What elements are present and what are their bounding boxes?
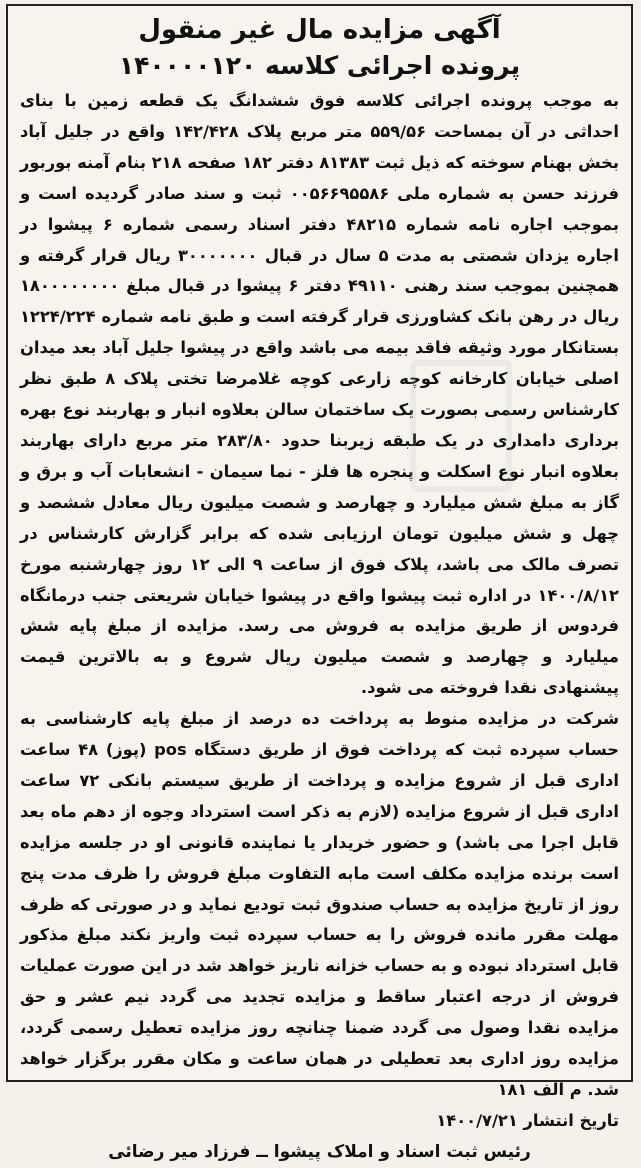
- case-number: پرونده اجرائی کلاسه ۱۴۰۰۰۰۱۲۰: [118, 51, 521, 80]
- notice-clipping: [6, 4, 633, 1162]
- notice-body-paragraph-1: به موجب پرونده اجرائی کلاسه فوق ششدانگ یک قطعه زمین با بنای احداثی در آن بمساحت ۵۵۹/۵۶ متر مربع پلاک ۱۴۲/۴۲۸ واقع در جلیل آباد بخش بهنام سوخته که ذیل ثبت ۸۱۳۸۳ دفتر ۱۸۲ صفحه ۲۱۸ بنام آمنه بوربور فرزند حسن به شماره ملی ۰۰۵۶۶۹۵۵۸۶ ثبت و سند صادر گردیده است و بموجب اجاره نامه شماره ۴۸۲۱۵ دفتر اسناد رسمی شماره ۶ پیشوا در اجاره یزدان شصتی به مدت ۵ سال در قبال ۳۰۰۰۰۰۰۰ ریال قرار گرفته و همچنین بموجب سند رهنی ۴۹۱۱۰ دفتر ۶ پیشوا در قبال مبلغ ۱۸۰۰۰۰۰۰۰۰ ریال در رهن بانک کشاورزی قرار گرفته است و طبق نامه شماره ۱۲۲۴/۲۲۴ بستانکار مورد وثیقه فاقد بیمه می باشد واقع در پیشوا جلیل آباد بعد میدان اصلی خیابان کارخانه کوچه زارعی کوچه غلامرضا تختی پلاک ۸ طبق نظر کارشناس رسمی بصورت یک ساختمان سالن بعلاوه انبار و بهاربند نوع بهره برداری دامداری در یک طبقه زیربنا حدود ۲۸۳/۸۰ متر مربع دارای بهاربند بعلاوه انبار نوع اسکلت و پنجره ها فلز - نما سیمان - انشعابات آب و برق و گاز به مبلغ شش میلیارد و چهارصد و شصت میلیون ریال معادل ششصد و چهل و شش میلیون تومان ارزیابی شده که برابر گزارش کارشناس در تصرف مالک می باشد، پلاک فوق از ساعت ۹ الی ۱۲ روز چهارشنبه مورخ ۱۴۰۰/۸/۱۲ در اداره ثبت پیشوا واقع در پیشوا خیابان شریعتی جنب درمانگاه فردوس از طریق مزایده به فروش می رسد. مزایده از مبلغ پایه شش میلیارد و چهارصد و شصت میلیون ریال شروع و به بالاترین قیمت پیشنهادی نقدا فروخته می شود.: [20, 91, 620, 698]
- publish-date: تاریخ انتشار ۱۴۰۰/۷/۲۱: [436, 1110, 619, 1130]
- notice-body-paragraph-2: شرکت در مزایده منوط به پرداخت ده درصد از مبلغ پایه کارشناسی به حساب سپرده ثبت که پرداخت فوق از طریق دستگاه pos (پوز) ۴۸ ساعت اداری قبل از شروع مزایده و پرداخت از طریق سیستم بانکی ۷۲ ساعت اداری قبل از شروع مزایده (لازم به ذکر است استرداد وجوه از دهم ماه بعد قابل اجرا می باشد) و حضور خریدار یا نماینده قانونی او در جلسه مزایده است برنده مزایده مکلف است مابه التفاوت مبلغ فروش را ظرف مدت پنج روز از تاریخ مزایده به حساب صندوق ثبت تودیع نماید و در صورتی که ظرف مهلت مقرر مانده فروش را به حساب سپرده ثبت واریز نکند مبلغ مذکور قابل استرداد نبوده و به حساب خزانه ناریز خواهد شد در این صورت عملیات فروش از درجه اعتبار ساقط و مزایده تجدید می گردد نیم عشر و حق مزایده نقدا وصول می گردد ضمنا چنانچه روز مزایده تعطیل رسمی گردد، مزایده روز اداری بعد تعطیلی در همان ساعت و مکان مقرر برگزار خواهد شد. م الف ۱۸۱: [20, 709, 619, 1099]
- notice-title: آگهی مزایده مال غیر منقول: [138, 15, 501, 45]
- signature-line: رئیس ثبت اسناد و املاک پیشوا ــ فرزاد میر رضائی: [108, 1141, 531, 1162]
